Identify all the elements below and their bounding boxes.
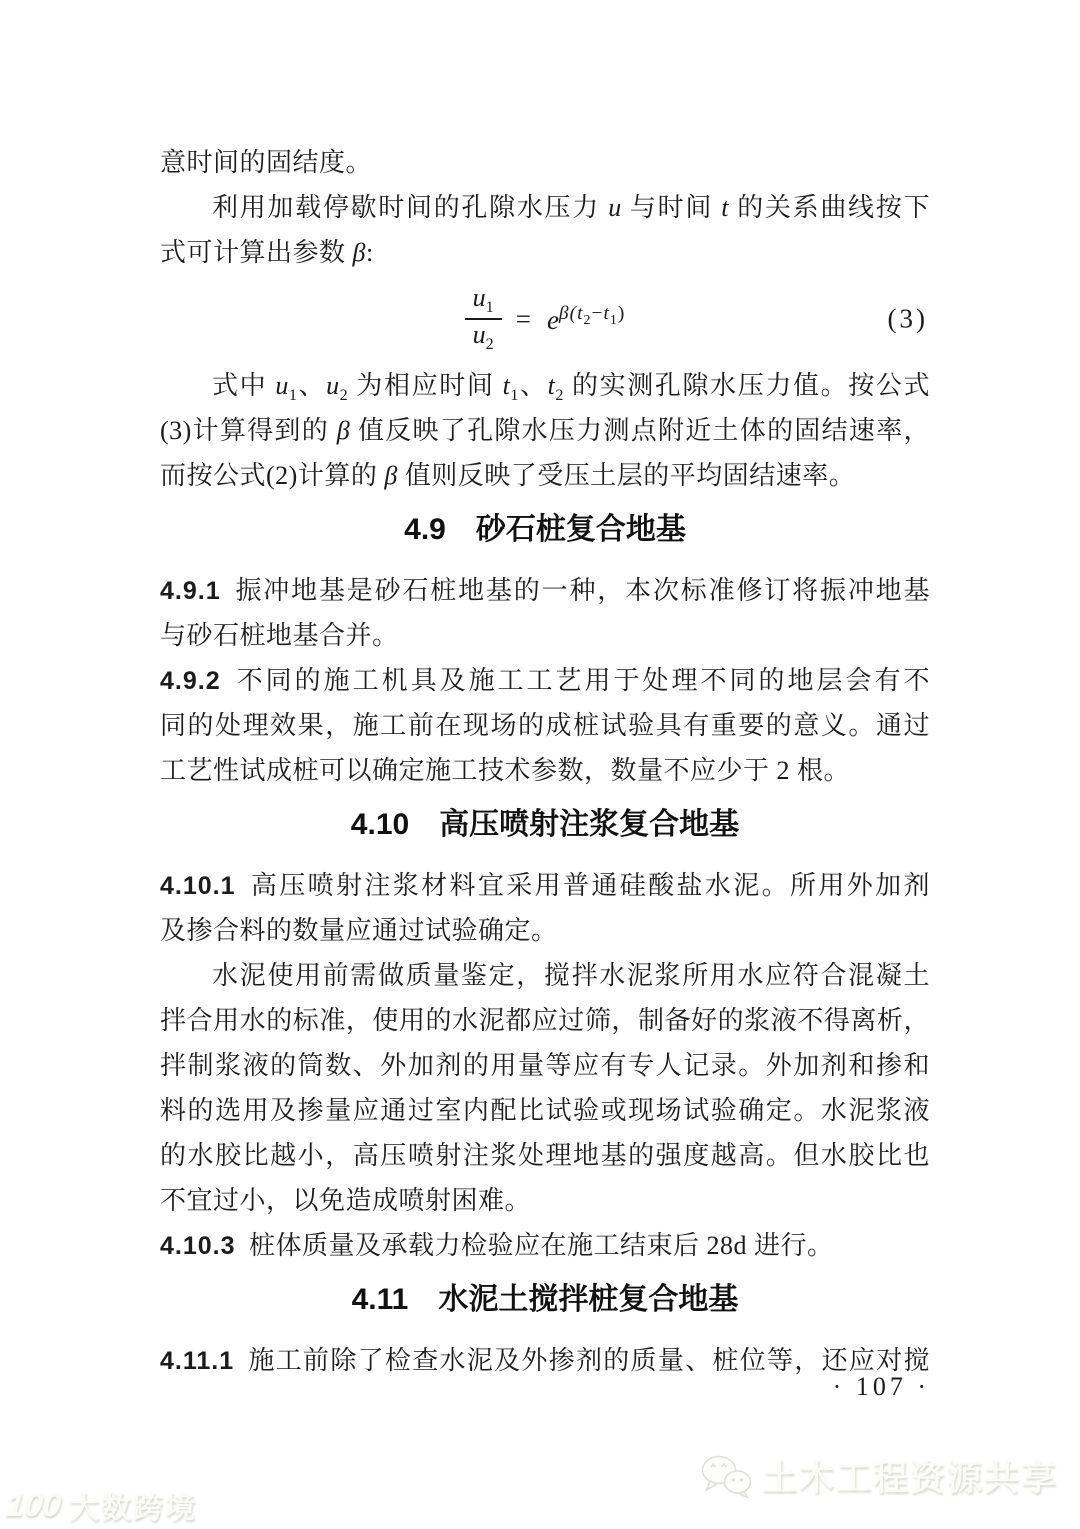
- text-line: 利用加载停歇时间的孔隙水压力 u 与时间 t 的关系曲线按下: [212, 193, 930, 222]
- text-line: (3)计算得到的 β 值反映了孔隙水压力测点附近土体的固结速率，: [160, 416, 930, 445]
- text-line: 同的处理效果，施工前在现场的成桩试验具有重要的意义。通过: [160, 711, 930, 740]
- text-line: 式中 $u_1$、$u_2$ 为相应时间 $t_1$、$t_2$ 的实测孔隙水压力值。按公式: [212, 371, 930, 405]
- page-number: · 107 ·: [832, 1372, 930, 1401]
- text-line: 拌合用水的标准，使用的水泥都应过筛，制备好的浆液不得离析，: [160, 1006, 930, 1035]
- text-line: 4.9.2 不同的施工机具及施工工艺用于处理不同的地层会有不: [160, 666, 930, 695]
- text-line: 4.9.1 振冲地基是砂石桩地基的一种，本次标准修订将振冲地基: [160, 576, 930, 605]
- text-line: 料的选用及掺量应通过室内配比试验或现场试验确定。水泥浆液: [160, 1096, 930, 1125]
- watermark-right-text: 土木工程资源共享: [761, 1459, 1058, 1498]
- text-line: 的水胶比越小，高压喷射注浆处理地基的强度越高。但水胶比也: [160, 1141, 930, 1170]
- equation: $\frac{u_1}{u_2}$ = $e^{\beta(t_2-t_1)}$ (3): [160, 275, 930, 363]
- text-line: 工艺性试成桩可以确定施工技术参数，数量不应少于 2 根。: [160, 756, 851, 785]
- text-line: 水泥使用前需做质量鉴定，搅拌水泥浆所用水应符合混凝土: [212, 961, 930, 990]
- text-line: 4.10.3 桩体质量及承载力检验应在施工结束后 28d 进行。: [160, 1231, 834, 1260]
- section-heading: 4.9 砂石桩复合地基: [404, 513, 686, 546]
- text-line: 4.10.1 高压喷射注浆材料宜采用普通硅酸盐水泥。所用外加剂: [160, 871, 930, 900]
- document-body: [160, 140, 930, 1383]
- watermark-civil-share: [700, 1451, 1058, 1501]
- text-line: 4.11.1 施工前除了检查水泥及外掺剂的质量、桩位等，还应对搅: [160, 1346, 930, 1375]
- text-line: 而按公式(2)计算的 β 值则反映了受压土层的平均固结速率。: [160, 461, 856, 490]
- equation-number: (3): [887, 303, 928, 334]
- dashu-100-logo: 100: [4, 1486, 64, 1523]
- watermark-left-text: 大数跨境: [69, 1492, 198, 1525]
- watermark-dashu: [6, 1483, 197, 1527]
- text-line: 式可计算出参数 β:: [160, 238, 374, 267]
- text-line: 不宜过小，以免造成喷射困难。: [160, 1186, 532, 1215]
- section-heading: 4.11 水泥土搅拌桩复合地基: [351, 1283, 739, 1316]
- section-heading: 4.10 高压喷射注浆复合地基: [350, 808, 740, 841]
- text-line: 及掺合料的数量应通过试验确定。: [160, 916, 558, 945]
- wechat-icon: [700, 1454, 752, 1498]
- text-line: 与砂石桩地基合并。: [160, 621, 399, 650]
- text-line: 拌制浆液的筒数、外加剂的用量等应有专人记录。外加剂和掺和: [160, 1051, 930, 1080]
- text-line: 意时间的固结度。: [160, 148, 373, 177]
